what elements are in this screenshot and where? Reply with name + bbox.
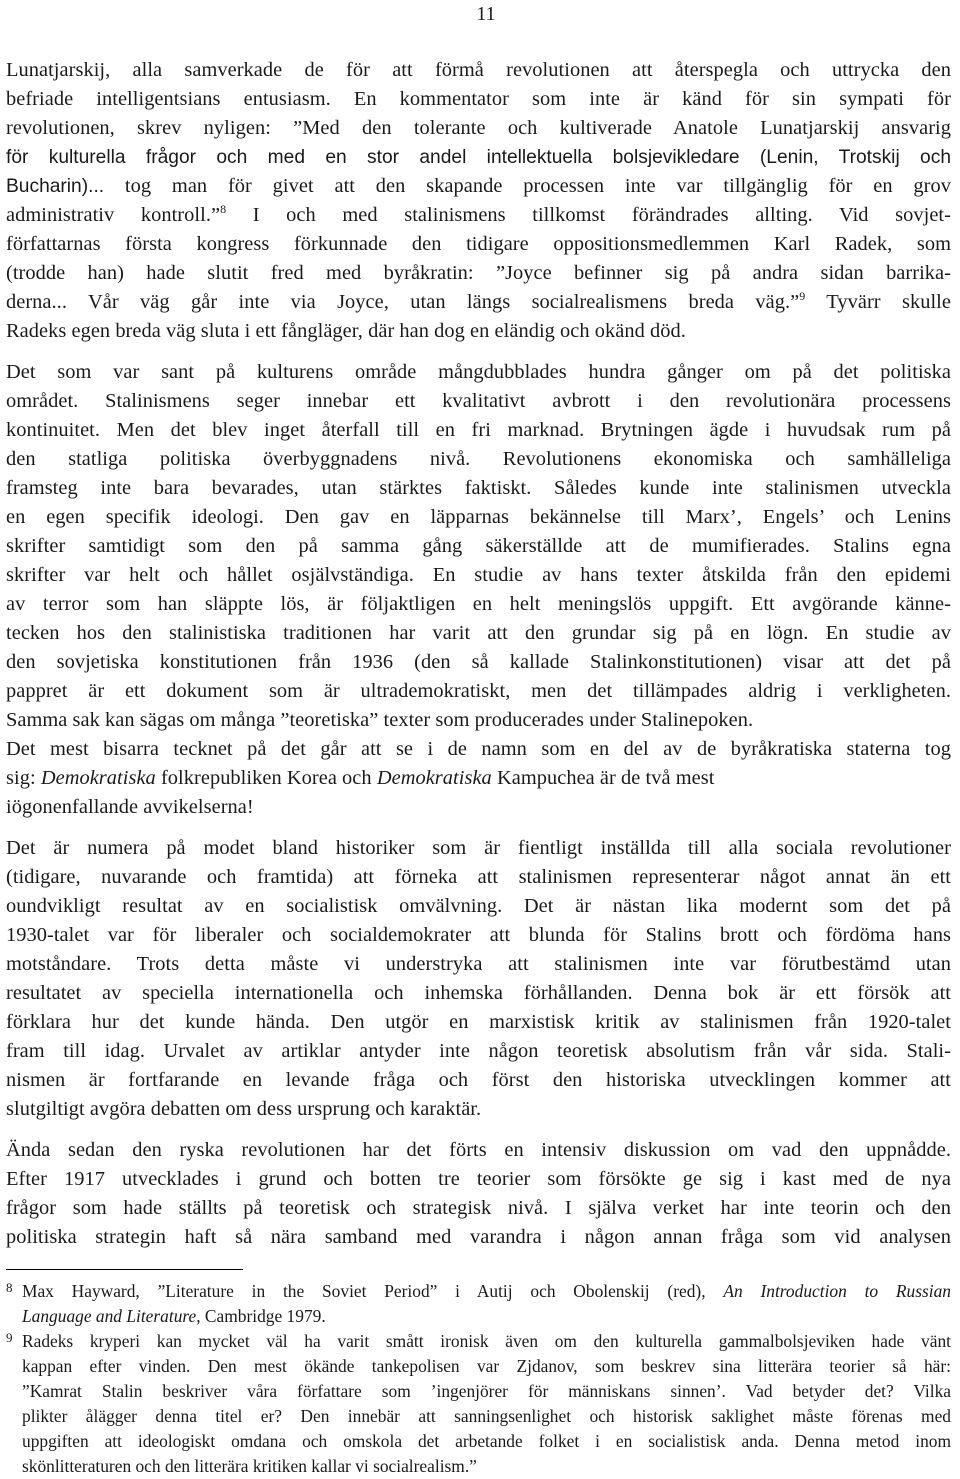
text-run: Max Hayward, ”Literature in the Soviet Period” i Autij och Obolenskij (red), (22, 1281, 724, 1301)
footnote-line: plikter ålägger denna titel er? Den innebär att sanningsenlighet och historisk saklighet måste förenas med (22, 1406, 951, 1426)
paragraph-line: Efter 1917 utvecklades i grund och botten tre teorier som försökte ge sig i kast med de nya (6, 1168, 951, 1190)
footnote-line: uppgiften att ideologiskt omdana och omskola det arbetande folket i en socialistisk anda. Denna metod inom (22, 1431, 951, 1451)
footnote-number: 9 (6, 1330, 13, 1345)
footnote-line: kappan efter vinden. Den mest ökände tankepolisen var Zjdanov, som beskrev sina litterära teorier så här: (22, 1356, 951, 1376)
footnote-line (22, 1279, 951, 1304)
paragraph-line: framsteg inte bara bevarades, utan stärktes faktiskt. Således kunde inte stalinismen utveckla (6, 477, 951, 499)
paragraph-line: en egen specifik ideologi. Den gav en läpparnas bekännelse till Marx’, Engels’ och Lenins (6, 506, 951, 528)
text-run: administrativ kontroll.” (6, 204, 221, 226)
paragraph-line: resultatet av speciella internationella och inhemska förhållanden. Denna bok är ett försök att (6, 982, 951, 1004)
paragraph-line: tecken hos den stalinistiska traditionen har varit att den grundar sig på en lögn. En studie av (6, 622, 951, 644)
page-number: 11 (476, 3, 496, 25)
paragraph-line: Samma sak kan sägas om många ”teoretiska” texter som producerades under Stalinepoken. (6, 709, 754, 731)
footnotes (6, 1279, 951, 1479)
paragraph-line (6, 201, 951, 230)
emphasis: Demokratiska (40, 767, 156, 789)
paragraph-line (6, 172, 951, 201)
paragraph-line: fram till idag. Urvalet av artiklar antyder inte någon teoretisk absolutism från vår sida. Stali- (6, 1040, 951, 1062)
paragraph-line: nismen är fortfarande en levande fråga och först den historiska utvecklingen kommer att (6, 1069, 951, 1091)
text-run: folkrepubliken Korea och (155, 767, 377, 789)
footnote-ref-8[interactable]: 8 (220, 202, 227, 217)
paragraph-line: området. Stalinismens seger innebar ett kvalitativt avbrott i den revolutionära processens (6, 390, 951, 412)
paragraph-line: Ända sedan den ryska revolutionen har det förts en intensiv diskussion om vad den uppnådde. (6, 1139, 951, 1161)
text-run: sig: (6, 767, 41, 789)
body-text (6, 56, 951, 1252)
text-run: , Cambridge 1979. (196, 1306, 326, 1326)
emphasis: Language and Literature (22, 1306, 197, 1326)
paragraph-line: Det är numera på modet bland historiker som är fientligt inställda till alla sociala revolutioner (6, 837, 951, 859)
paragraph-2 (6, 358, 951, 822)
footnote-line (22, 1304, 951, 1329)
emphasis: An Introduction to Russian (723, 1281, 951, 1301)
footnote-line: ”Kamrat Stalin beskriver våra författare som ’ingenjörer för människans sinnen’. Vad betyder det? Vilka (22, 1381, 951, 1401)
paragraph-3 (6, 834, 951, 1124)
paragraph-line: oundvikligt resultat av en socialistisk omvälvning. Det är nästan lika modernt som det på (6, 895, 951, 917)
text-run: I och med stalinismens tillkomst förändrades allting. Vid sovjet- (226, 204, 951, 226)
paragraph-line: Det som var sant på kulturens område mångdubblades hundra gånger om på det politiska (6, 361, 951, 383)
paragraph-line: för kulturella frågor och med en stor andel intellektuella bolsjevikledare (Lenin, Trotskij och (6, 147, 951, 168)
paragraph-line: Radeks egen breda väg sluta i ett fångläger, där han dog en eländig och okänd död. (6, 320, 686, 342)
paragraph-line: 1930-talet var för liberaler och socialdemokrater att blunda för Stalins brott och fördöma hans (6, 924, 951, 946)
text-run: derna... Vår väg går inte via Joyce, utan längs socialrealismens breda väg.” (6, 291, 800, 313)
paragraph-line: Det mest bisarra tecknet på det går att se i de namn som en del av de byråkratiska staterna tog (6, 738, 951, 760)
footnote-line: Radeks kryperi kan mycket väl ha varit smått ironisk även om den kulturella gammalbolsjeviken hade vänt (22, 1331, 951, 1351)
footnote-9 (6, 1329, 951, 1479)
paragraph-line: slutgiltigt avgöra debatten om dess ursprung och karaktär. (6, 1098, 482, 1120)
paragraph-line: skrifter var helt och hållet osjälvständiga. En studie av hans texter åtskilda från den epidemi (6, 564, 951, 586)
paragraph-line: av terror som han släppte lös, är följaktligen en helt meningslös uppgift. Ett avgörande känne- (6, 593, 951, 615)
paragraph-line: Lunatjarskij, alla samverkade de för att förmå revolutionen att återspegla och uttrycka den (6, 59, 951, 81)
text-run: Bucharin)... (6, 176, 105, 197)
footnote-ref-9[interactable]: 9 (799, 289, 806, 304)
paragraph-line: motståndare. Trots detta måste vi understryka att stalinismen inte var förutbestämd utan (6, 953, 951, 975)
paragraph-line: iögonenfallande avvikelserna! (6, 796, 254, 818)
paragraph-line: (tidigare, nuvarande och framtida) att förneka att stalinismen representerar något annat än ett (6, 866, 951, 888)
footnote-separator (6, 1269, 243, 1270)
paragraph-line (6, 288, 951, 317)
text-run: Tyvärr skulle (805, 291, 951, 313)
text-run: Kampuchea är de två mest (491, 767, 715, 789)
paragraph-line: förklara hur det kunde hända. Den utgör en marxistisk kritik av stalinismen från 1920-talet (6, 1011, 951, 1033)
paragraph-line: politiska strategin haft så nära samband med varandra i någon annan fråga som vid analysen (6, 1226, 951, 1248)
paragraph-line: (trodde han) hade slutit fred med byråkratin: ”Joyce befinner sig på andra sidan barrika- (6, 262, 951, 284)
paragraph-line: skrifter samtidigt som den på samma gång säkerställde att de mumifierades. Stalins egna (6, 535, 951, 557)
paragraph-line: kontinuitet. Men det blev inget återfall till en fri marknad. Brytningen ägde i huvudsak rum på (6, 419, 951, 441)
footnote-number: 8 (6, 1280, 13, 1295)
paragraph-line: revolutionen, skrev nyligen: ”Med den tolerante och kultiverade Anatole Lunatjarskij ansvarig (6, 117, 951, 139)
paragraph-1 (6, 56, 951, 346)
footnote-8 (6, 1279, 951, 1329)
paragraph-line: frågor som hade ställts på teoretisk och strategisk nivå. I själva verket har inte teorin och den (6, 1197, 951, 1219)
paragraph-line (6, 764, 951, 793)
paragraph-line: den statliga politiska överbyggnadens nivå. Revolutionens ekonomiska och samhälleliga (6, 448, 951, 470)
emphasis: Demokratiska (376, 767, 492, 789)
paragraph-line: den sovjetiska konstitutionen från 1936 (den så kallade Stalinkonstitutionen) visar att det på (6, 651, 951, 673)
footnote-line: skönlitteraturen och den litterära kritiken kallar vi socialrealism.” (22, 1456, 477, 1476)
paragraph-line: författarnas första kongress förkunnade den tidigare oppositionsmedlemmen Karl Radek, som (6, 233, 951, 255)
text-run: tog man för givet att den skapande processen inte var tillgänglig för en grov (104, 175, 951, 197)
paragraph-line: pappret är ett dokument som är ultrademokratiskt, men det tillämpades aldrig i verkligheten. (6, 680, 951, 702)
paragraph-4 (6, 1136, 951, 1252)
paragraph-line: befriade intelligentsians entusiasm. En kommentator som inte är känd för sin sympati för (6, 88, 951, 110)
